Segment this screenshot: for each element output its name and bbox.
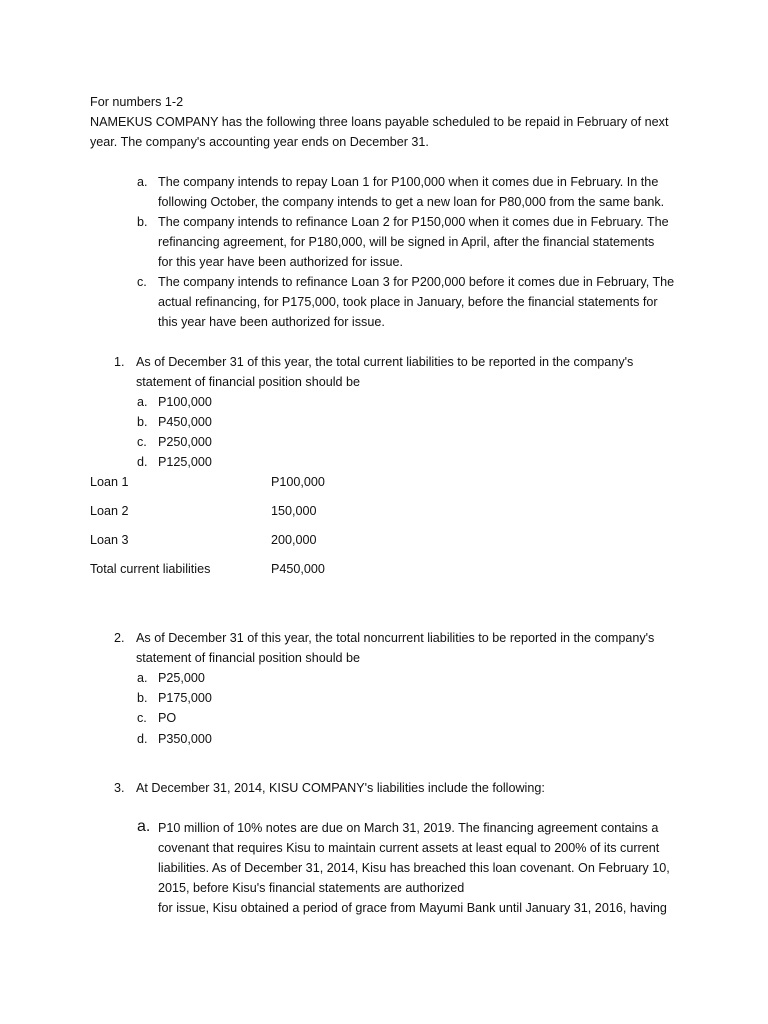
item-line: liabilities. As of December 31, 2014, Kisu has breached this loan covenant. On February 10, (158, 861, 670, 875)
option-text: P350,000 (158, 732, 212, 746)
option-marker: a. (137, 671, 148, 685)
row-value: P450,000 (271, 562, 325, 576)
q3-item-a (137, 818, 688, 918)
table-row (90, 559, 490, 579)
row-value: 150,000 (271, 504, 317, 518)
option-marker: d. (137, 455, 148, 469)
item-line: for issue, Kisu obtained a period of grace from Mayumi Bank until January 31, 2016, having (158, 901, 667, 915)
option-marker: d. (137, 732, 148, 746)
option-text: PO (158, 711, 177, 725)
scenario-line: The company intends to refinance Loan 3 for P200,000 before it comes due in February, The (158, 275, 675, 289)
scenario-line: actual refinancing, for P175,000, took place in January, before the financial statements for (158, 295, 658, 309)
question-number: 2. (114, 631, 125, 645)
scenario-marker: c. (137, 275, 147, 289)
row-label: Total current liabilities (90, 562, 211, 576)
row-label: Loan 2 (90, 504, 129, 518)
item-marker: a. (137, 818, 151, 835)
option-marker: b. (137, 415, 148, 429)
table-row (90, 530, 490, 550)
item-line: 2015, before Kisu's financial statements are authorized (158, 881, 465, 895)
intro-line: year. The company's accounting year ends on December 31. (90, 135, 429, 149)
table-row (90, 501, 490, 521)
scenario-b (137, 212, 718, 272)
question-line: As of December 31 of this year, the total noncurrent liabilities to be reported in the company's (136, 631, 655, 645)
item-line: P10 million of 10% notes are due on March 31, 2019. The financing agreement contains a (158, 821, 659, 835)
question-number: 1. (114, 355, 125, 369)
row-label: Loan 3 (90, 533, 129, 547)
option-text: P250,000 (158, 435, 212, 449)
intro-heading: For numbers 1-2 (90, 95, 184, 109)
scenario-line: The company intends to refinance Loan 2 for P150,000 when it comes due in February. The (158, 215, 669, 229)
option-text: P100,000 (158, 395, 212, 409)
scenario-line: refinancing agreement, for P180,000, will be signed in April, after the financial statements (158, 235, 655, 249)
option-text: P450,000 (158, 415, 212, 429)
scenario-a (137, 172, 718, 212)
option-marker: c. (137, 711, 147, 725)
scenario-line: this year have been authorized for issue. (158, 315, 385, 329)
scenario-marker: b. (137, 215, 148, 229)
option-marker: c. (137, 435, 147, 449)
table-row (90, 472, 490, 492)
question-line: statement of financial position should be (136, 375, 361, 389)
scenario-line: The company intends to repay Loan 1 for P100,000 when it comes due in February. In the (158, 175, 659, 189)
scenario-line: following October, the company intends to get a new loan for P80,000 from the same bank. (158, 195, 665, 209)
intro (90, 92, 690, 152)
option-marker: b. (137, 691, 148, 705)
scenario-c (137, 272, 718, 332)
question-line: At December 31, 2014, KISU COMPANY's liabilities include the following: (136, 781, 545, 795)
row-value: 200,000 (271, 533, 317, 547)
scenario-line: for this year have been authorized for issue. (158, 255, 404, 269)
question-number: 3. (114, 781, 125, 795)
option-marker: a. (137, 395, 148, 409)
option-text: P25,000 (158, 671, 205, 685)
intro-line: NAMEKUS COMPANY has the following three loans payable scheduled to be repaid in February of next (90, 115, 669, 129)
scenario-marker: a. (137, 175, 148, 189)
option-text: P125,000 (158, 455, 212, 469)
question-line: As of December 31 of this year, the total current liabilities to be reported in the company's (136, 355, 634, 369)
row-label: Loan 1 (90, 475, 129, 489)
item-line: covenant that requires Kisu to maintain current assets at least equal to 200% of its current (158, 841, 660, 855)
row-value: P100,000 (271, 475, 325, 489)
option-text: P175,000 (158, 691, 212, 705)
question-line: statement of financial position should be (136, 651, 361, 665)
